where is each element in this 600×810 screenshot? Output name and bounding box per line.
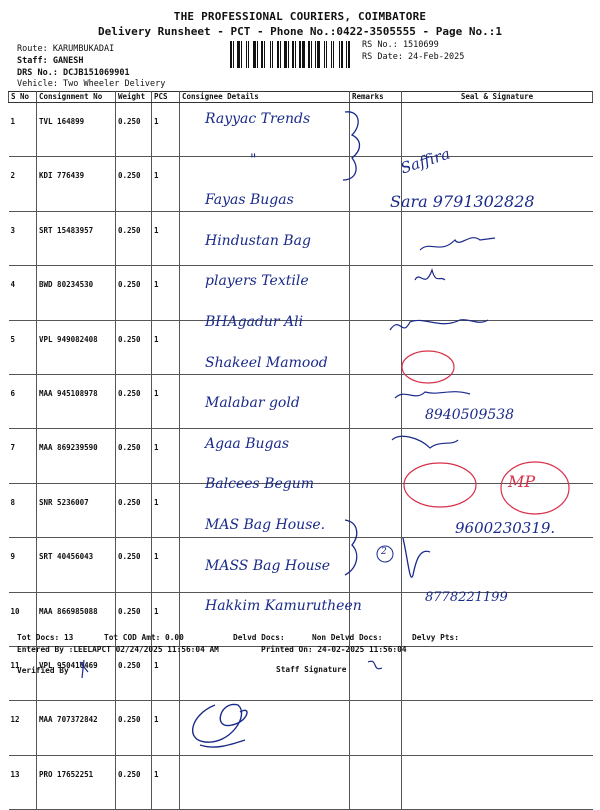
handwritten-seal-note: MP (508, 472, 536, 492)
cell-sno: 5 (9, 320, 37, 374)
barcode-bar (295, 41, 296, 68)
barcode-bar (331, 41, 332, 68)
cell-weight: 0.250 (116, 374, 152, 428)
cell-pcs: 1 (152, 701, 180, 755)
cell-sno: 10 (9, 592, 37, 646)
barcode-bar (266, 41, 269, 68)
cell-pcs: 1 (152, 103, 180, 157)
barcode-bar (317, 41, 320, 68)
handwritten-consignee: Fayas Bugas (205, 192, 294, 209)
cell-sno: 9 (9, 538, 37, 592)
remarks-cell (350, 211, 402, 265)
barcode-bar (290, 41, 291, 68)
cell-weight: 0.250 (116, 211, 152, 265)
barcode-bar (261, 41, 263, 68)
remarks-cell (350, 755, 402, 809)
barcode-bar (274, 41, 276, 68)
seal-cell (402, 211, 593, 265)
remarks-cell (350, 646, 402, 700)
remarks-cell (350, 429, 402, 483)
barcode-bar (335, 41, 338, 68)
cell-weight: 0.250 (116, 157, 152, 211)
delivery-points: Delvy Pts: (412, 633, 459, 642)
cell-pcs: 1 (152, 483, 180, 537)
barcode-bar (272, 41, 273, 68)
handwritten-seal-note: Sara 9791302828 (390, 192, 535, 212)
handwritten-consignee: players Textile (205, 273, 309, 290)
handwritten-seal-note: 8778221199 (425, 590, 508, 606)
barcode-bar (282, 41, 283, 68)
barcode-bar (233, 41, 234, 68)
handwritten-consignee: Malabar gold (205, 395, 300, 412)
cell-weight: 0.250 (116, 429, 152, 483)
barcode-bar (277, 41, 279, 68)
cell-pcs: 1 (152, 646, 180, 700)
barcode-bar (257, 41, 258, 68)
table-row (9, 701, 593, 755)
cell-weight: 0.250 (116, 646, 152, 700)
barcode-bar (346, 41, 347, 68)
cell-sno: 6 (9, 374, 37, 428)
seal-cell (402, 429, 593, 483)
cell-weight: 0.250 (116, 266, 152, 320)
barcode-bar (299, 41, 301, 68)
staff-label: Staff: GANESH (17, 56, 84, 66)
handwritten-consignee: Rayyac Trends (205, 111, 311, 127)
seal-cell (402, 701, 593, 755)
barcode-bar (241, 41, 242, 68)
barcode-bar (328, 41, 330, 68)
barcode-bar (230, 41, 232, 68)
cell-sno: 2 (9, 157, 37, 211)
cell-pcs: 1 (152, 374, 180, 428)
column-header: Weight (116, 92, 152, 103)
cell-consignment: MAA 869239590 (37, 429, 116, 483)
barcode-bar (306, 41, 307, 68)
cell-pcs: 1 (152, 755, 180, 809)
column-header: Consignee Details (180, 92, 350, 103)
consignee-cell (180, 755, 350, 809)
cell-consignment: KDI 776439 (37, 157, 116, 211)
barcode-bar (235, 41, 236, 68)
handwritten-seal-note: 8940509538 (425, 407, 515, 424)
consignee-cell (180, 701, 350, 755)
cell-sno: 1 (9, 103, 37, 157)
cell-sno: 13 (9, 755, 37, 809)
barcode-bar (313, 41, 314, 68)
cell-weight: 0.250 (116, 592, 152, 646)
remarks-cell (350, 701, 402, 755)
handwritten-consignee: Hindustan Bag (205, 232, 311, 249)
cell-consignment: SNR 5236007 (37, 483, 116, 537)
table-header-row (9, 92, 593, 103)
cell-sno: 3 (9, 211, 37, 265)
cell-sno: 12 (9, 701, 37, 755)
barcode-bar (351, 41, 352, 68)
column-header: Seal & Signature (402, 92, 593, 103)
cell-weight: 0.250 (116, 755, 152, 809)
barcode-bar (250, 41, 252, 68)
route-label: Route: KARUMBUKADAI (17, 44, 115, 54)
staff-signature-label: Staff Signature (276, 665, 347, 674)
cell-pcs: 1 (152, 429, 180, 483)
barcode-bar (288, 41, 289, 68)
printed-on: Printed On: 24-02-2025 11:56:04 (261, 645, 407, 654)
remarks-cell (350, 320, 402, 374)
total-docs: Tot Docs: 13 (17, 633, 74, 642)
cell-pcs: 1 (152, 211, 180, 265)
barcode-bar (248, 41, 249, 68)
barcode-bar (243, 41, 245, 68)
remarks-cell (350, 483, 402, 537)
barcode-bar (324, 41, 325, 68)
drs-number: DRS No.: DCJB151069901 (17, 68, 130, 78)
table-row (9, 429, 593, 483)
remarks-cell (350, 266, 402, 320)
handwritten-consignee: BHAgadur Ali (205, 314, 304, 330)
barcode-bar (315, 41, 316, 68)
barcode-bar (264, 41, 265, 68)
remarks-cell (350, 374, 402, 428)
seal-cell (402, 538, 593, 592)
column-header: S No (9, 92, 37, 103)
handwritten-consignee: Hakkim Kamurutheen (205, 598, 362, 615)
barcode (230, 41, 358, 68)
cell-weight: 0.250 (116, 483, 152, 537)
barcode-bar (341, 41, 343, 68)
column-header: Remarks (350, 92, 402, 103)
cell-consignment: SRT 40456043 (37, 538, 116, 592)
company-title: THE PROFESSIONAL COURIERS, COIMBATORE (173, 10, 427, 23)
barcode-bar (270, 41, 271, 68)
cell-sno: 11 (9, 646, 37, 700)
barcode-bar (348, 41, 350, 68)
seal-cell (402, 320, 593, 374)
handwritten-consignee: " (250, 151, 257, 168)
barcode-bar (311, 41, 312, 68)
delivered-docs: Delvd Docs: (233, 633, 285, 642)
handwritten-consignee: Balcees Begum (205, 476, 314, 493)
cell-consignment: TVL 164899 (37, 103, 116, 157)
cell-weight: 0.250 (116, 701, 152, 755)
barcode-bar (302, 41, 305, 68)
barcode-bar (326, 41, 327, 68)
barcode-bar (237, 41, 240, 68)
cell-consignment: VPL 950410469 (37, 646, 116, 700)
seal-cell (402, 646, 593, 700)
cell-consignment: SRT 15483957 (37, 211, 116, 265)
barcode-bar (321, 41, 323, 68)
cell-weight: 0.250 (116, 320, 152, 374)
barcode-bar (297, 41, 298, 68)
cell-sno: 4 (9, 266, 37, 320)
non-delivered-docs: Non Delvd Docs: (312, 633, 383, 642)
cell-weight: 0.250 (116, 103, 152, 157)
handwritten-consignee: Shakeel Mamood (205, 354, 328, 371)
handwritten-seal-note: Saffira (398, 144, 453, 177)
verified-by-label: Verified By (17, 666, 69, 675)
rs-number: RS No.: 1510699 (362, 40, 439, 50)
cell-pcs: 1 (152, 538, 180, 592)
runsheet-subtitle: Delivery Runsheet - PCT - Phone No.:0422-3505555 - Page No.:1 (98, 25, 502, 38)
cell-weight: 0.250 (116, 538, 152, 592)
cell-pcs: 1 (152, 592, 180, 646)
cell-consignment: VPL 949082408 (37, 320, 116, 374)
barcode-bar (284, 41, 287, 68)
cell-consignment: PRO 17652251 (37, 755, 116, 809)
barcode-bar (292, 41, 294, 68)
cell-pcs: 1 (152, 157, 180, 211)
barcode-bar (333, 41, 334, 68)
handwritten-seal-note: 9600230319. (455, 519, 556, 537)
total-cod-amount: Tot COD Amt: 0.00 (104, 633, 184, 642)
barcode-bar (259, 41, 260, 68)
column-header: PCS (152, 92, 180, 103)
barcode-bar (344, 41, 345, 68)
cell-pcs: 1 (152, 266, 180, 320)
handwritten-consignee: Agaa Bugas (205, 435, 290, 452)
remarks-cell (350, 538, 402, 592)
cell-consignment: MAA 707372842 (37, 701, 116, 755)
cell-pcs: 1 (152, 320, 180, 374)
handwritten-consignee: MASS Bag House (205, 557, 331, 574)
vehicle-label: Vehicle: Two Wheeler Delivery (17, 79, 166, 89)
remarks-mark: 2 (381, 547, 387, 557)
cell-consignment: MAA 945108978 (37, 374, 116, 428)
cell-sno: 7 (9, 429, 37, 483)
barcode-bar (308, 41, 310, 68)
seal-cell (402, 755, 593, 809)
barcode-bar (253, 41, 256, 68)
barcode-bar (280, 41, 281, 68)
column-header: Consignment No (37, 92, 116, 103)
handwritten-consignee: MAS Bag House. (205, 517, 326, 533)
remarks-cell (350, 103, 402, 157)
rs-date: RS Date: 24-Feb-2025 (362, 52, 465, 62)
cell-sno: 8 (9, 483, 37, 537)
entered-by: Entered By :LEELAPCT 02/24/2025 11:56:04 AM (17, 645, 219, 654)
cell-consignment: MAA 866985088 (37, 592, 116, 646)
table-row (9, 755, 593, 809)
barcode-bar (246, 41, 247, 68)
barcode-bar (339, 41, 340, 68)
seal-cell (402, 266, 593, 320)
cell-consignment: BWD 80234530 (37, 266, 116, 320)
